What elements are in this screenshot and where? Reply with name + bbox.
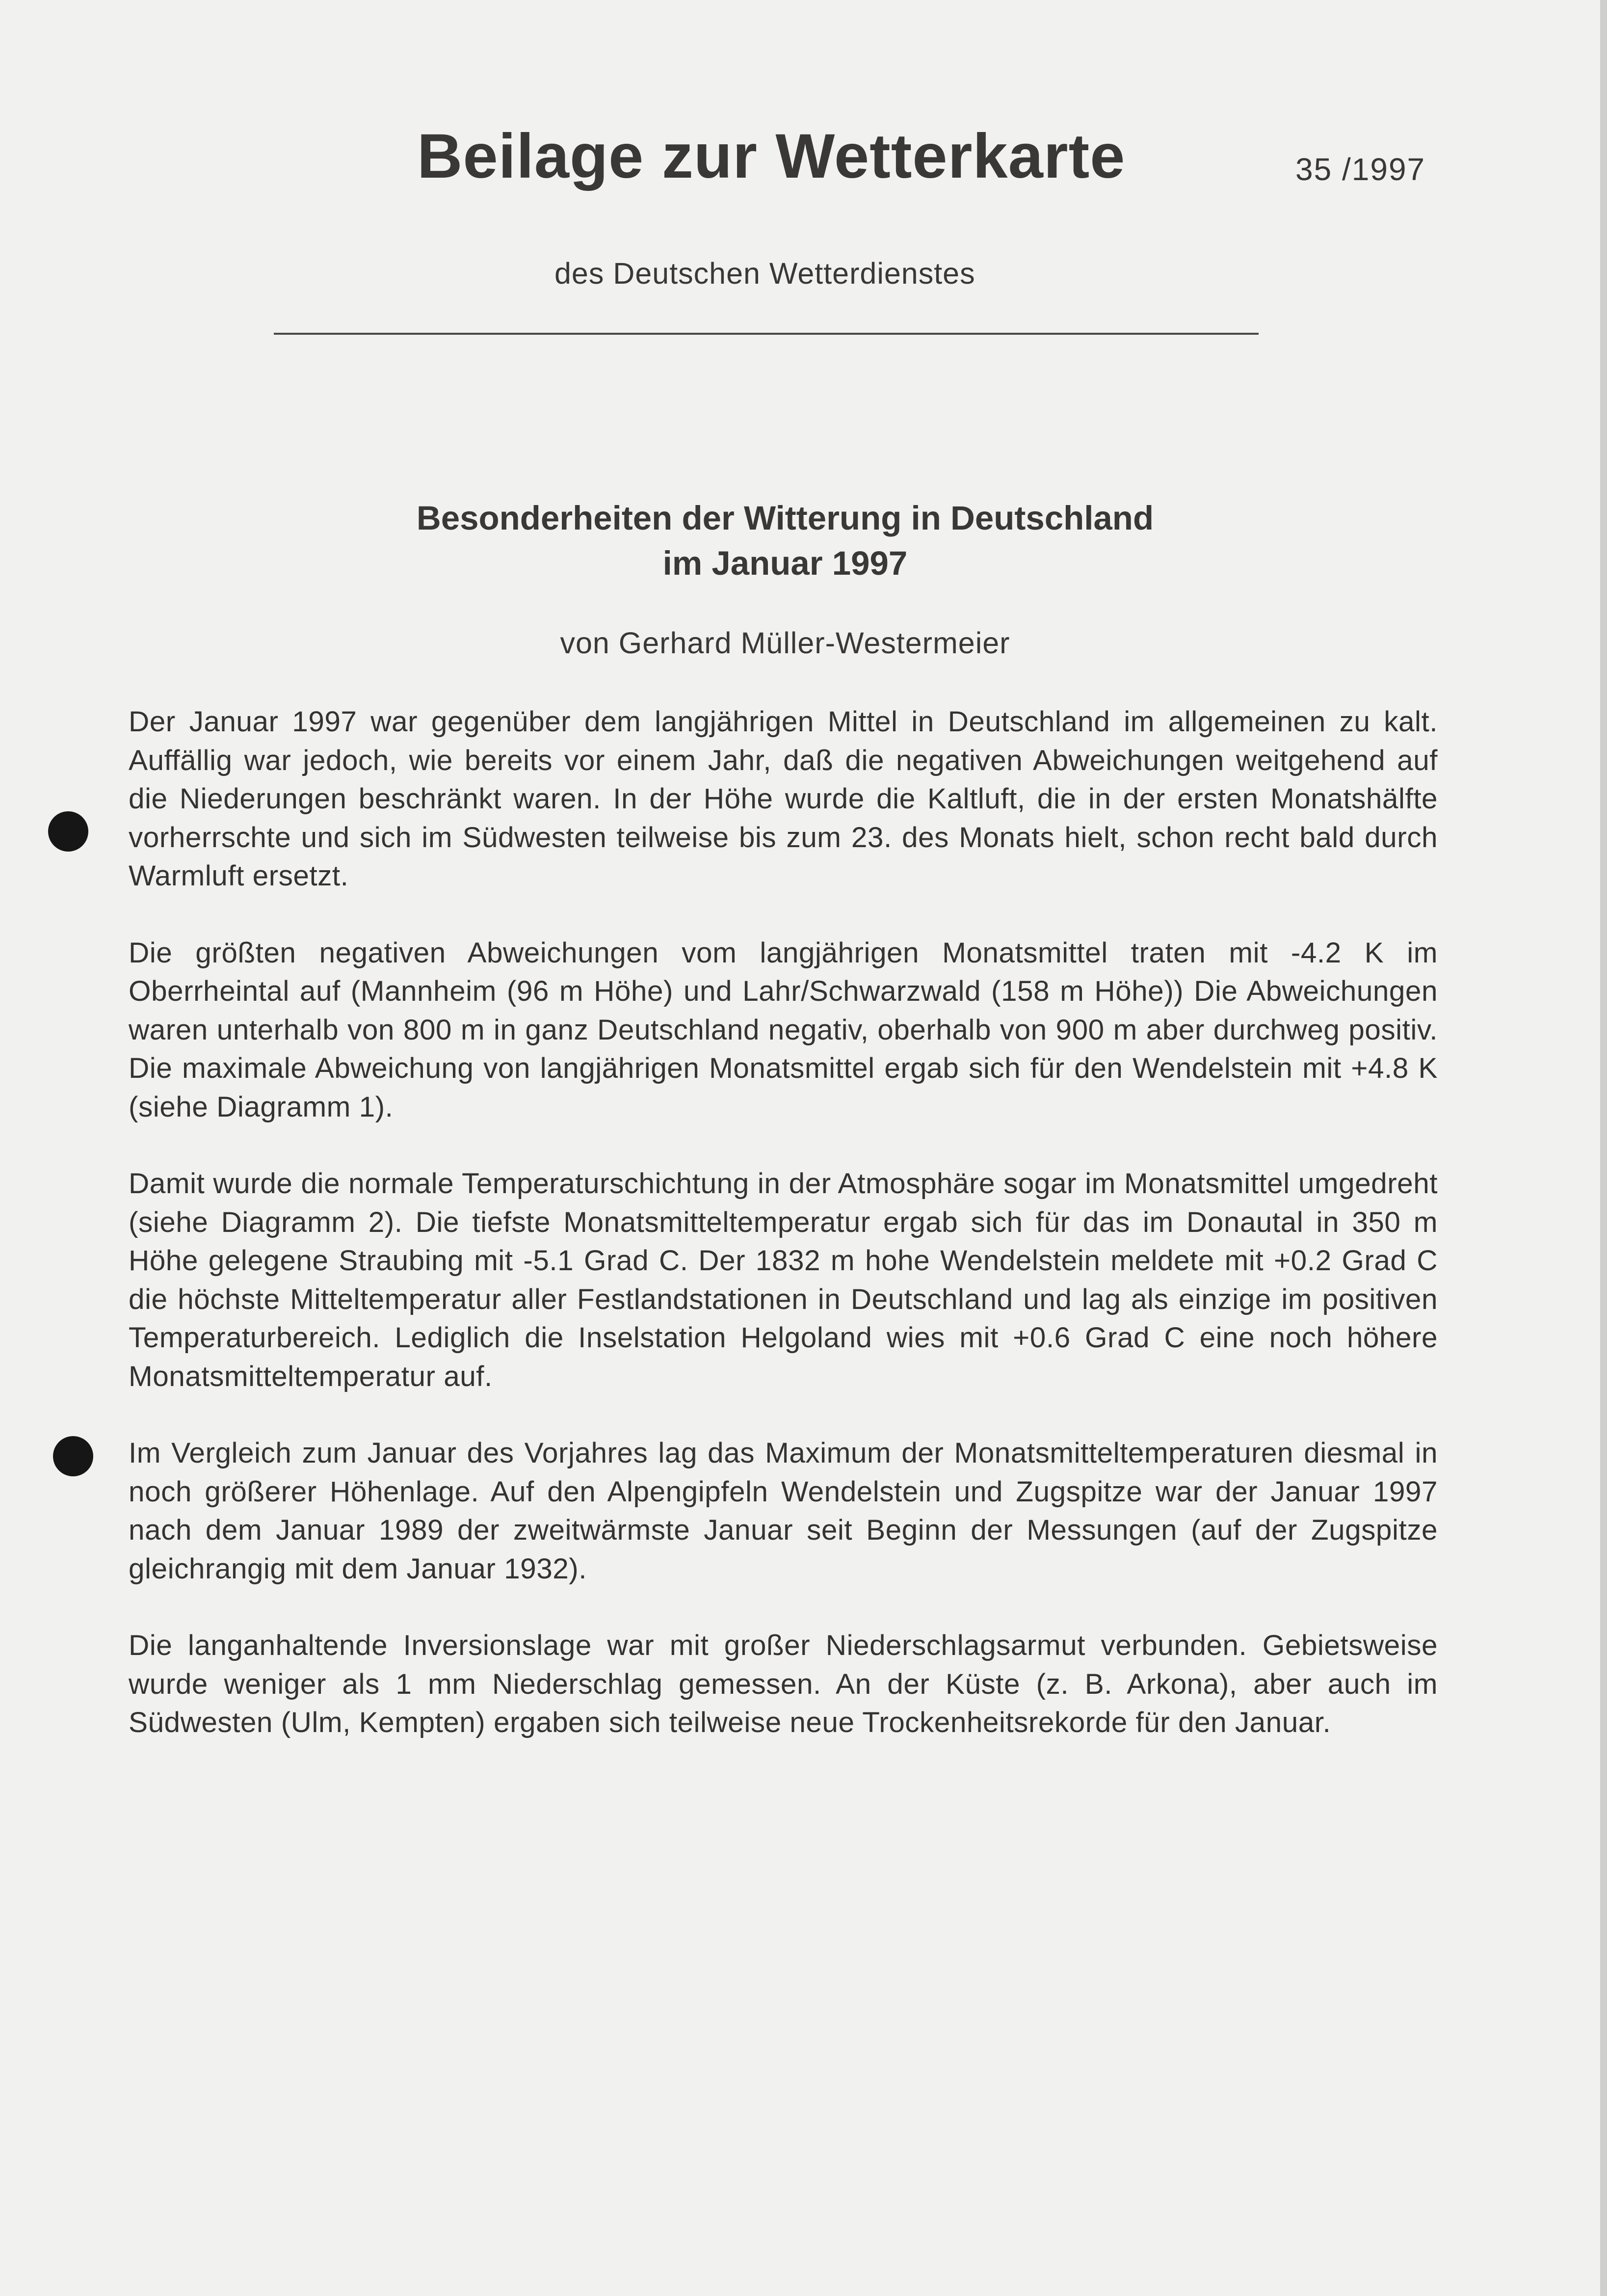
punch-hole-bottom xyxy=(53,1436,93,1476)
paragraph-5: Die langanhaltende Inversionslage war mit großer Niederschlagsarmut verbunden. Gebietsweise wurde weniger als 1 mm Niederschlag gemessen. An der Küste (z. B. Arkona), aber auch im Südwesten (Ulm, Kempten) ergaben sich teilweise neue Trockenheitsrekorde für den Januar. xyxy=(129,1629,1438,1738)
publication-title: Beilage zur Wetterkarte xyxy=(417,121,1126,191)
paragraph-1: Der Januar 1997 war gegenüber dem langjährigen Mittel in Deutschland im allgemeinen zu kalt. Auffällig war jedoch, wie bereits vor einem Jahr, daß die negativen Abweichungen weitgehend auf die Niederungen beschränkt waren. In der Höhe wurde die Kaltluft, die in der ersten Monatshälfte vorherrschte und sich im Südwesten teilweise bis zum 23. des Monats hielt, schon recht bald durch Warmluft ersetzt. xyxy=(129,706,1438,892)
paragraph-3: Damit wurde die normale Temperaturschichtung in der Atmosphäre sogar im Monatsmittel umgedreht (siehe Diagramm 2). Die tiefste Monatsmitteltemperatur ergab sich für das im Donautal in 350 m Höhe gelegene Straubing mit -5.1 Grad C. Der 1832 m hohe Wendelstein meldete mit +0.2 Grad C die höchste Mitteltemperatur aller Festlandstationen in Deutschland und lag als einzige im positiven Temperaturbereich. Lediglich die Inselstation Helgoland wies mit +0.6 Grad C eine noch höhere Monatsmitteltemperatur auf. xyxy=(129,1168,1438,1392)
issue-number: 35 /1997 xyxy=(1295,152,1426,187)
publisher-subtitle: des Deutschen Wetterdienstes xyxy=(554,257,975,290)
paragraph-4: Im Vergleich zum Januar des Vorjahres lag das Maximum der Monatsmitteltemperaturen diesmal in noch größerer Höhenlage. Auf den Alpengipfeln Wendelstein und Zugspitze war der Januar 1997 nach dem Januar 1989 der zweitwärmste Januar seit Beginn der Messungen (auf der Zugspitze gleichrangig mit dem Januar 1932). xyxy=(129,1437,1438,1585)
article-title-line-1: Besonderheiten der Witterung in Deutschland xyxy=(416,499,1154,537)
article-title xyxy=(245,496,1325,586)
page-edge xyxy=(1600,0,1607,2296)
punch-hole-top xyxy=(48,811,88,852)
article-body xyxy=(129,703,1438,1742)
article-title-line-2: im Januar 1997 xyxy=(662,544,908,582)
paragraph-2: Die größten negativen Abweichungen vom langjährigen Monatsmittel traten mit -4.2 K im Oberrheintal auf (Mannheim (96 m Höhe) und Lahr/Schwarzwald (158 m Höhe)) Die Abweichungen waren unterhalb von 800 m in ganz Deutschland negativ, oberhalb von 900 m aber durchweg positiv. Die maximale Abweichung von langjährigen Monatsmittel ergab sich für den Wendelstein mit +4.8 K (siehe Diagramm 1). xyxy=(129,936,1438,1123)
article-author: von Gerhard Müller-Westermeier xyxy=(560,626,1010,660)
header-divider xyxy=(274,333,1259,335)
